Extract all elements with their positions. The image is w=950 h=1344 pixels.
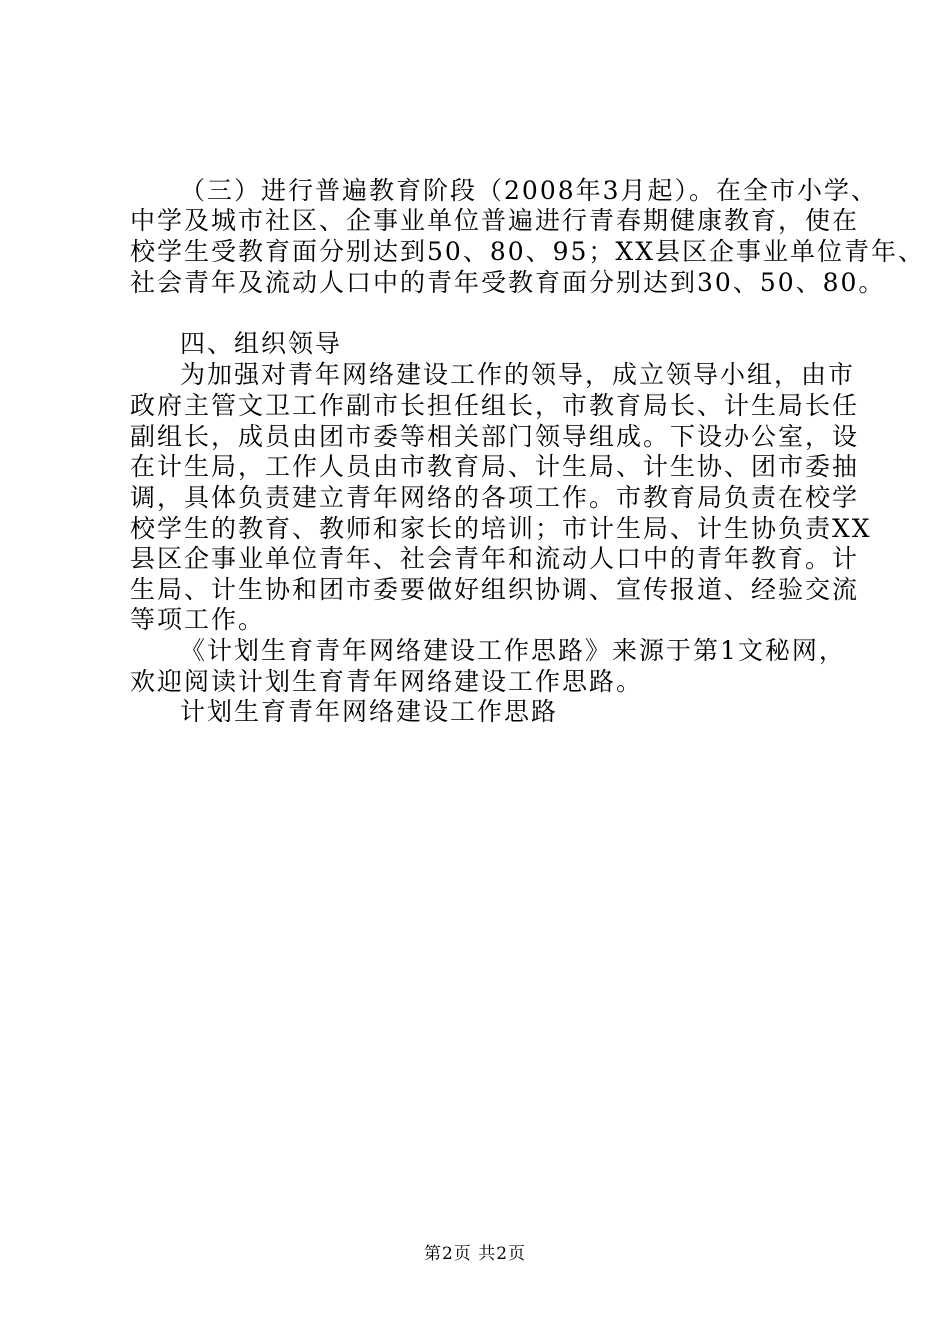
source-note-line-1: 《计划生育青年网络建设工作思路》来源于第1文秘网， [180, 636, 846, 665]
paragraph-stage3-line-2: 中学及城市社区、企事业单位普遍进行青春期健康教育，使在 [130, 206, 860, 235]
paragraph-leadership-line-6: 校学生的教育、教师和家长的培训；市计生局、计生协负责XX [130, 514, 872, 543]
paragraph-leadership-line-8: 生局、计生协和团市委要做好组织协调、宣传报道、经验交流 [130, 575, 860, 604]
paragraph-stage3-line-3: 校学生受教育面分别达到50、80、95；XX县区企事业单位青年、 [130, 237, 926, 266]
source-note-line-2: 欢迎阅读计划生育青年网络建设工作思路。 [130, 667, 644, 696]
paragraph-leadership-line-7: 县区企事业单位青年、社会青年和流动人口中的青年教育。计 [130, 544, 860, 573]
section-heading: 四、组织领导 [180, 329, 343, 358]
paragraph-leadership-line-4: 在计生局，工作人员由市教育局、计生局、计生协、团市委抽 [130, 452, 860, 481]
paragraph-stage3-line-1: （三）进行普遍教育阶段（2008年3月起）。在全市小学、 [180, 176, 879, 205]
paragraph-leadership-line-5: 调，具体负责建立青年网络的各项工作。市教育局负责在校学 [130, 483, 860, 512]
paragraph-leadership-line-9: 等项工作。 [130, 605, 266, 634]
paragraph-leadership-line-2: 政府主管文卫工作副市长担任组长，市教育局长、计生局长任 [130, 391, 860, 420]
page-indicator: 第2页 共2页 [423, 1244, 527, 1264]
paragraph-leadership-line-1: 为加强对青年网络建设工作的领导，成立领导小组，由市 [180, 360, 856, 389]
closing-title: 计划生育青年网络建设工作思路 [180, 697, 559, 726]
paragraph-leadership-line-3: 副组长，成员由团市委等相关部门领导组成。下设办公室，设 [130, 422, 860, 451]
paragraph-stage3-line-4: 社会青年及流动人口中的青年受教育面分别达到30、50、80。 [130, 268, 886, 297]
